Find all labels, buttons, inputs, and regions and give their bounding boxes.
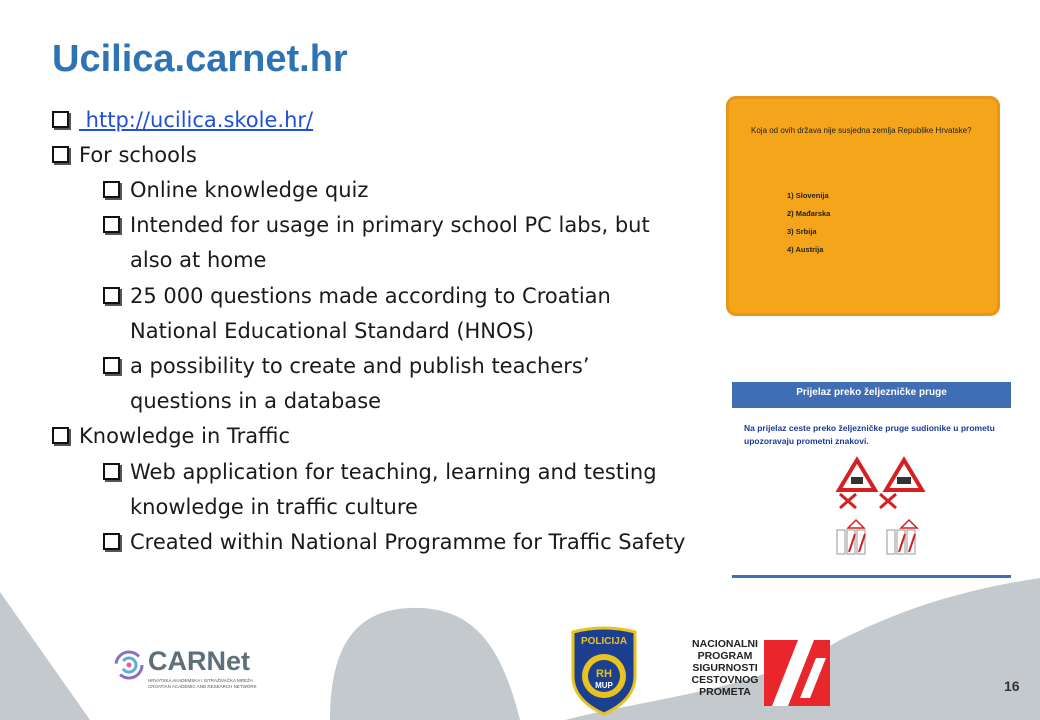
bullet-possibility bbox=[103, 354, 590, 378]
bullet-link bbox=[52, 108, 313, 132]
warning-triangle-icon bbox=[839, 460, 875, 490]
quiz-option: 2) Mađarska bbox=[787, 209, 831, 218]
ucilica-link[interactable]: http://ucilica.skole.hr/ bbox=[79, 108, 314, 132]
bullet-for-schools bbox=[52, 143, 197, 167]
bullet-questions bbox=[103, 284, 611, 308]
checkbox-bullet-icon bbox=[52, 111, 69, 128]
traffic-screenshot bbox=[732, 382, 1011, 578]
bullet-text: Web application for teaching, learning and testing bbox=[130, 460, 657, 484]
policija-label: POLICIJA bbox=[580, 636, 628, 647]
warning-triangle-icon bbox=[886, 460, 922, 490]
carnet-swirl-icon bbox=[112, 648, 146, 682]
checkbox-bullet-icon bbox=[52, 427, 69, 444]
bullet-continuation: National Educational Standard (HNOS) bbox=[130, 319, 535, 343]
bullet-text: Knowledge in Traffic bbox=[79, 424, 291, 448]
quiz-option: 4) Austrija bbox=[787, 245, 824, 254]
policija-rh-label: RH bbox=[596, 668, 612, 680]
railway-crossing-x-icon bbox=[840, 494, 896, 508]
bullet-online-quiz bbox=[103, 178, 368, 202]
quiz-screenshot bbox=[726, 96, 1000, 316]
policija-badge-logo bbox=[567, 626, 641, 716]
quiz-option: 3) Srbija bbox=[787, 227, 817, 236]
bullet-text: Created within National Programme for Traffic Safety bbox=[130, 530, 686, 554]
bullet-text: 25 000 questions made according to Croatian bbox=[130, 284, 611, 308]
policija-mup-label: MUP bbox=[595, 681, 613, 690]
bullet-continuation: questions in a database bbox=[130, 389, 382, 413]
checkbox-bullet-icon bbox=[103, 533, 120, 550]
checkbox-bullet-icon bbox=[103, 287, 120, 304]
bullet-created bbox=[103, 530, 686, 554]
quiz-question: Koja od ovih država nije susjedna zemlja Republike Hrvatske? bbox=[751, 126, 972, 135]
carnet-subtitle: HRVATSKA AKADEMSKA I ISTRAŽIVAČKA MREŽA CROATIAN ACADEMIC AND RESEARCH NETWORK bbox=[148, 678, 257, 689]
checkbox-bullet-icon bbox=[103, 216, 120, 233]
npsc-line: PROGRAM bbox=[697, 650, 753, 662]
checkbox-bullet-icon bbox=[103, 463, 120, 480]
checkbox-bullet-icon bbox=[52, 146, 69, 163]
railway-signs-illustration bbox=[732, 382, 1011, 578]
page-number: 16 bbox=[1004, 678, 1020, 694]
bullet-text: Online knowledge quiz bbox=[130, 178, 369, 202]
bullet-knowledge-traffic bbox=[52, 424, 290, 448]
bullet-intended bbox=[103, 213, 650, 237]
checkbox-bullet-icon bbox=[103, 181, 120, 198]
traffic-bottom-rule bbox=[732, 575, 1011, 578]
npsc-emblem-icon bbox=[764, 640, 830, 706]
npsc-line: PROMETA bbox=[699, 686, 751, 698]
bullet-text: a possibility to create and publish teachers’ bbox=[130, 354, 590, 378]
distance-marker-posts-icon bbox=[837, 520, 917, 554]
bullet-web-app bbox=[103, 460, 657, 484]
carnet-wordmark: CARNet bbox=[148, 646, 251, 676]
traffic-header: Prijelaz preko željezničke pruge bbox=[732, 382, 1011, 408]
slide-title: Ucilica.carnet.hr bbox=[52, 38, 348, 80]
traffic-text: Na prijelaz ceste preko željezničke pruge sudionike u prometu upozoravaju prometni znakovi. bbox=[744, 423, 995, 446]
npsc-line: NACIONALNI bbox=[692, 638, 758, 650]
npsc-line: SIGURNOSTI bbox=[692, 662, 758, 674]
left-gray-wedge bbox=[0, 592, 90, 720]
bottom-gray-swoosh bbox=[330, 608, 520, 720]
bullet-text: Intended for usage in primary school PC labs, but bbox=[130, 213, 650, 237]
bullet-continuation: also at home bbox=[130, 248, 267, 272]
npsc-line: CESTOVNOG bbox=[691, 674, 759, 686]
bullet-text: For schools bbox=[79, 143, 197, 167]
quiz-option: 1) Slovenija bbox=[787, 191, 829, 200]
npsc-logo-text bbox=[688, 638, 762, 698]
bullet-continuation: knowledge in traffic culture bbox=[130, 495, 418, 519]
checkbox-bullet-icon bbox=[103, 357, 120, 374]
